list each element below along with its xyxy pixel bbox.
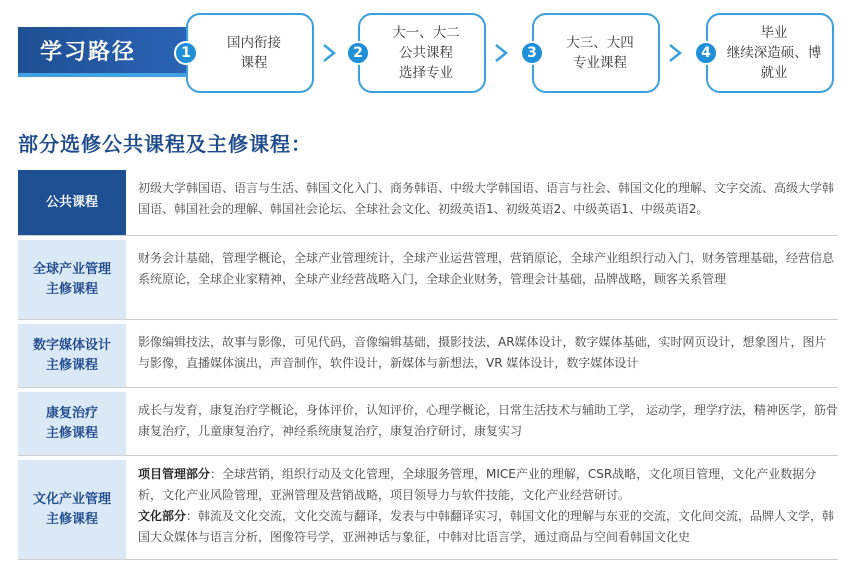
course-row-text: 影像编辑技法，故事与影像，可见代码，音像编辑基础，摄影技法，AR媒体设计，数字媒体基础，实时网页设计，想象图片，图片与影像，直播媒体演出，声音制作，软件设计，新媒体与新想法，VR 媒体设计，数字媒体设计	[138, 335, 827, 370]
course-row-global-industry	[18, 240, 838, 320]
course-row-label-text: 康复治疗	[45, 405, 98, 421]
chevron-right-icon	[494, 44, 508, 62]
course-row-rehabilitation	[18, 392, 838, 456]
step-1-box	[186, 13, 314, 93]
course-part-head: 文化部分	[138, 509, 187, 523]
course-part	[138, 506, 838, 548]
course-row-text: 成长与发育，康复治疗学概论，身体评价，认知评价，心理学概论，日常生活技术与辅助工学， 运动学，理学疗法，精神医学，筋骨康复治疗，儿童康复治疗，神经系统康复治疗，康复治疗研讨，康复实习	[138, 403, 838, 438]
course-row-text: 初级大学韩国语、语言与生活、韩国文化入门、商务韩语、中级大学韩国语、语言与社会、韩国文化的理解、文字交流、高级大学韩国语、韩国社会的理解、韩国社会论坛、全球社会文化、初级英语1、初级英语2、中级英语1、中级英语2。	[138, 181, 835, 216]
course-row-text	[126, 460, 838, 559]
step-2-line: 选择专业	[399, 65, 453, 81]
step-4-box	[706, 13, 834, 93]
course-part-head: 项目管理部分	[138, 467, 211, 481]
step-2-box	[358, 13, 486, 93]
course-row-label	[18, 392, 126, 455]
course-part-text: ：全球营销，组织行动及文化管理，全球服务管理，MICE产业的理解，CSR战略，文化项目管理，文化产业数据分析，文化产业风险管理，亚洲管理及营销战略，项目领导力与软件技能，文化产业经营研讨。	[138, 467, 817, 502]
step-3-box	[532, 13, 660, 93]
step-2-number: 2	[346, 41, 370, 65]
course-part	[138, 464, 838, 506]
course-table	[18, 170, 838, 560]
course-row-label-text: 公共课程	[45, 194, 98, 210]
step-1-line: 课程	[240, 55, 268, 71]
course-row-digital-media	[18, 324, 838, 388]
chevron-right-icon	[668, 44, 682, 62]
course-row-label	[18, 324, 126, 387]
course-row-label-text: 主修课程	[45, 425, 98, 441]
course-row-label	[18, 240, 126, 319]
step-4-number: 4	[694, 41, 718, 65]
course-row-label-text: 文化产业管理	[32, 491, 111, 507]
step-3-number: 3	[520, 41, 544, 65]
step-3-line: 大三、大四	[566, 35, 634, 51]
course-row-label	[18, 460, 126, 559]
course-row-label-text: 主修课程	[45, 511, 98, 527]
step-3-line: 专业课程	[573, 55, 627, 71]
section-title: 部分选修公共课程及主修课程：	[18, 132, 312, 156]
course-row-public	[18, 170, 838, 236]
course-row-cultural-industry	[18, 460, 838, 560]
step-4-line: 继续深造硕、博	[726, 45, 822, 61]
course-row-label	[18, 170, 126, 235]
step-4-line: 就业	[760, 65, 788, 81]
course-row-label-text: 数字媒体设计	[32, 337, 111, 353]
course-row-text: 财务会计基础，管理学概论，全球产业管理统计，全球产业运营管理，营销原论，全球产业组织行动入门，财务管理基础，经营信息系统原论，全球企业家精神，全球产业经营战略入门，全球企业财务，管理会计基础，品牌战略，顾客关系管理	[138, 251, 835, 286]
learning-path	[0, 0, 860, 110]
step-2-line: 大一、大二	[392, 25, 460, 41]
course-row-label-text: 主修课程	[45, 281, 98, 297]
step-1-line: 国内衔接	[227, 35, 281, 51]
step-4-line: 毕业	[760, 25, 788, 41]
course-row-label-text: 全球产业管理	[32, 261, 111, 277]
course-part-text: ：韩流及文化交流，文化交流与翻译，发表与中韩翻译实习，韩国文化的理解与东亚的交流，文化间交流，品牌人文学，韩国大众媒体与语言分析，图像符号学，亚洲神话与象征，中韩对比语言学，通过商品与空间看韩国文化史	[138, 509, 835, 544]
step-1-number: 1	[174, 41, 198, 65]
step-2-line: 公共课程	[399, 45, 453, 61]
course-row-label-text: 主修课程	[45, 357, 98, 373]
chevron-right-icon	[322, 44, 336, 62]
path-title: 学习路径	[18, 27, 186, 77]
